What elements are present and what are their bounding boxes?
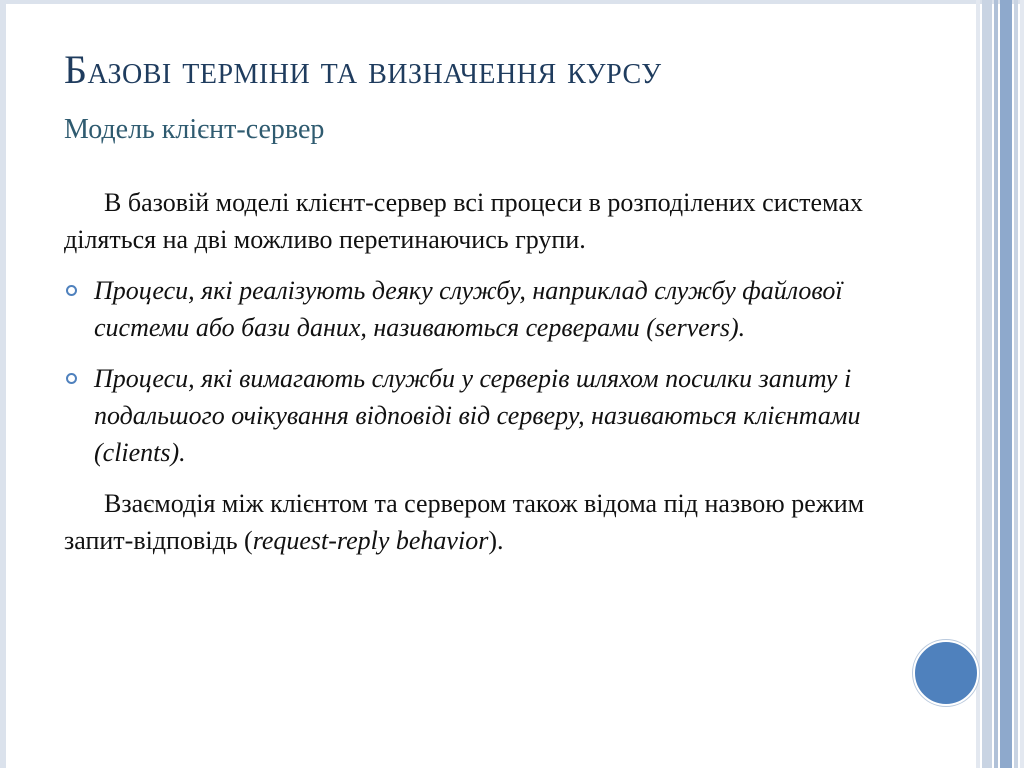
stripe [1014,0,1018,768]
slide-title: Базові терміни та визначення курсу [64,47,662,92]
final-text-before: Взаємодія між клієнтом та сервером також відома під назвою режим запит-відповідь ( [64,489,865,555]
bullet-text: Процеси, які реалізують деяку службу, наприклад службу файлової системи або бази даних, називаються серверами (servers). [94,276,843,342]
final-emphasis: request-reply behavior [252,526,489,555]
bullet-ring-icon [66,285,77,296]
right-stripes [976,0,1024,768]
top-border [0,0,1024,4]
decorative-circle-icon [913,640,979,706]
final-paragraph [64,485,924,559]
slide-subtitle: Модель клієнт-сервер [64,114,325,145]
stripe [982,0,992,768]
slide-body [64,184,924,559]
bullet-ring-icon [66,373,77,384]
stripe [1020,0,1024,768]
final-text-after: ). [488,526,504,555]
intro-paragraph: В базовій моделі клієнт-сервер всі процеси в розподілених системах діляться на дві можливо перетинаючись групи. [64,188,863,254]
bullet-text: Процеси, які вимагають служби у серверів шляхом посилки запиту і подальшого очікування відповіді від серверу, називаються клієнтами (clients). [94,364,861,467]
bullet-item [64,360,924,471]
stripe [994,0,998,768]
stripe [1000,0,1012,768]
bullet-item [64,272,924,346]
left-border [0,0,6,768]
stripe [976,0,980,768]
